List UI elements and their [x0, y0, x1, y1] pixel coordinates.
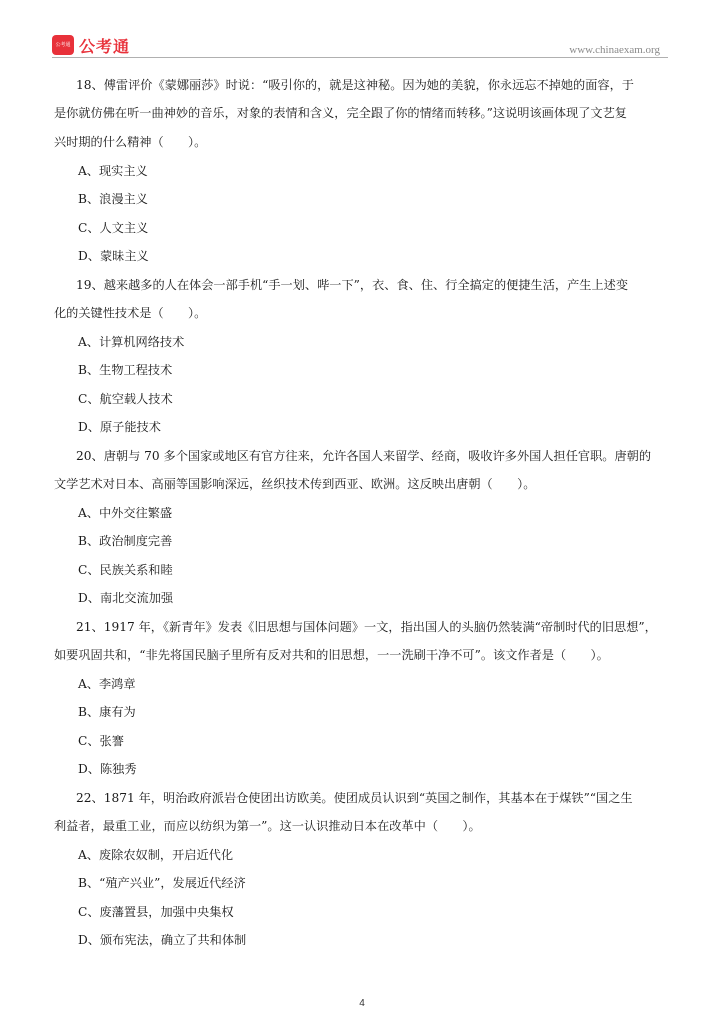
question-22-option-d: D、颁布宪法，确立了共和体制 [78, 933, 247, 947]
question-22-option-c: C、废藩置县，加强中央集权 [78, 905, 234, 919]
question-18-line-2: 是你就仿佛在听一曲神妙的音乐，对象的表情和含义，完全跟了你的情绪而转移。”这说明该画体现了文艺复 [54, 106, 627, 120]
question-22-option-a: A、废除农奴制，开启近代化 [78, 848, 234, 862]
question-19-option-c: C、航空载人技术 [78, 392, 173, 406]
question-22-line-2: 利益者，最重工业，而应以纺织为第一”。这一认识推动日本在改革中（ ）。 [54, 819, 481, 833]
page-number: 4 [359, 998, 365, 1009]
question-19-line-1: 19、越来越多的人在体会一部手机“手一划、哔一下”，衣、食、住、行全搞定的便捷生活，产生上述变 [76, 278, 629, 292]
brand-logo[interactable] [52, 34, 130, 56]
question-22-option-b: B、“殖产兴业”，发展近代经济 [78, 876, 246, 890]
question-18-line-1: 18、傅雷评价《蒙娜丽莎》时说：“吸引你的，就是这神秘。因为她的美貌，你永远忘不掉她的面容，于 [76, 78, 634, 92]
question-18-line-3: 兴时期的什么精神（ ）。 [54, 135, 207, 149]
question-18-option-c: C、人文主义 [78, 221, 149, 235]
question-18-option-b: B、浪漫主义 [78, 192, 148, 206]
header-divider [52, 57, 668, 58]
question-20-option-d: D、南北交流加强 [78, 591, 174, 605]
site-url: www.chinaexam.org [569, 44, 660, 56]
question-18-option-d: D、蒙昧主义 [78, 249, 149, 263]
question-19-option-a: A、计算机网络技术 [78, 335, 185, 349]
question-21-option-b: B、康有为 [78, 705, 136, 719]
question-20-option-c: C、民族关系和睦 [78, 563, 173, 577]
question-19-line-2: 化的关键性技术是（ ）。 [54, 306, 207, 320]
question-21-option-a: A、李鸿章 [78, 677, 136, 691]
question-21-line-2: 如要巩固共和，“非先将国民脑子里所有反对共和的旧思想，一一洗刷干净不可”。该文作者是（ ）。 [54, 648, 609, 662]
question-18-option-a: A、现实主义 [78, 164, 148, 178]
question-20-line-1: 20、唐朝与 70 多个国家或地区有官方往来，允许各国人来留学、经商，吸收许多外国人担任官职。唐朝的 [76, 449, 652, 463]
question-21-option-d: D、陈独秀 [78, 762, 137, 776]
page-header [50, 34, 668, 60]
question-22-line-1: 22、1871 年，明治政府派岩仓使团出访欧美。使团成员认识到“英国之制作，其基本在于煤铁”“国之生 [76, 791, 633, 805]
question-19-option-b: B、生物工程技术 [78, 363, 173, 377]
question-21-option-c: C、张謇 [78, 734, 124, 748]
question-19-option-d: D、原子能技术 [78, 420, 161, 434]
question-20-line-2: 文学艺术对日本、高丽等国影响深远，丝织技术传到西亚、欧洲。这反映出唐朝（ ）。 [54, 477, 536, 491]
question-20-option-a: A、中外交往繁盛 [78, 506, 173, 520]
question-20-option-b: B、政治制度完善 [78, 534, 173, 548]
question-21-line-1: 21、1917 年，《新青年》发表《旧思想与国体问题》一文，指出国人的头脑仍然装满“帝制时代的旧思想”， [76, 620, 657, 634]
logo-mark-icon: 公考通 [52, 35, 74, 55]
logo-text: 公考通 [79, 36, 131, 56]
